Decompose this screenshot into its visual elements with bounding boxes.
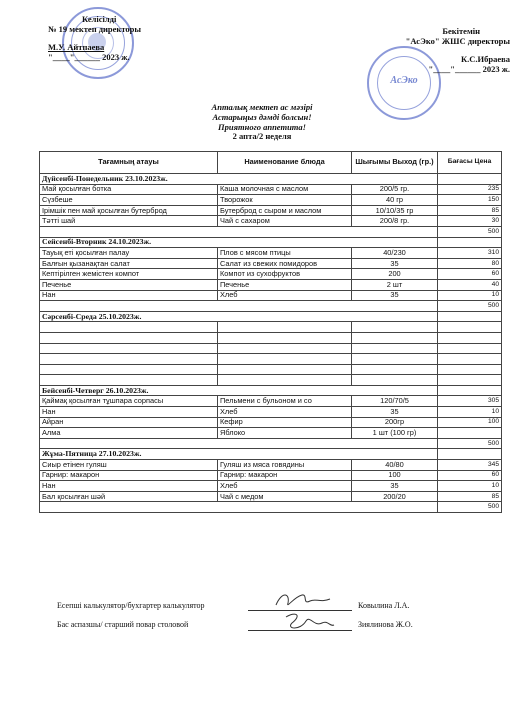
day-total-row [40,226,502,237]
menu-cell-kz [40,375,218,386]
day-name: Жұма-Пятница 27.10.2023ж. [40,449,438,460]
menu-cell-ru: Пельмени с бульоном и со [218,396,352,407]
stamp-company-text: АсЭко [390,75,418,86]
menu-cell-ru: Яблоко [218,428,352,439]
day-spacer [438,174,502,185]
menu-item-row [40,354,502,365]
menu-cell-ru: Плов с мясом птицы [218,248,352,259]
menu-cell-price [438,428,502,439]
menu-cell-ru: Бутерброд с сыром и маслом [218,205,352,216]
menu-cell-kz [40,322,218,333]
menu-cell-ru: Чай с сахаром [218,216,352,227]
accountant-name: Ковылина Л.А. [358,601,410,610]
day-spacer [438,385,502,396]
menu-cell-out: 35 [352,258,438,269]
menu-cell-ru: Гуляш из мяса говядины [218,460,352,471]
col-header-ru: Наименование блюда [218,152,352,174]
menu-item-row [40,428,502,439]
menu-cell-out: 200гр [352,417,438,428]
menu-cell-kz [40,364,218,375]
day-spacer [438,237,502,248]
approve-label: Бекітемін [442,26,480,36]
menu-cell-kz: Нан [40,481,218,492]
menu-item-row [40,364,502,375]
menu-cell-price: 85 [438,491,502,502]
day-total-spacer [40,301,438,312]
school-director-title: № 19 мектеп директоры [48,24,141,34]
menu-cell-ru: Каша молочная с маслом [218,184,352,195]
menu-cell-price: 310 [438,248,502,259]
menu-cell-out: 35 [352,407,438,418]
menu-cell-out: 100 [352,470,438,481]
menu-cell-ru [218,375,352,386]
menu-cell-ru: Чай с медом [218,491,352,502]
menu-cell-out: 1 шт (100 гр) [352,428,438,439]
menu-cell-out [352,375,438,386]
menu-cell-price [438,375,502,386]
day-total-row [40,301,502,312]
menu-cell-price: 305 [438,396,502,407]
approval-left-block [48,14,141,62]
menu-cell-out: 35 [352,290,438,301]
menu-item-row [40,322,502,333]
approval-date-left: "____"______ 2023 ж. [48,52,130,62]
menu-cell-ru: Хлеб [218,481,352,492]
menu-cell-price [438,364,502,375]
menu-cell-ru: Компот из сухофруктов [218,269,352,280]
agreed-label: Келісілді [82,14,117,24]
day-spacer [438,449,502,460]
day-total: 500 [438,301,502,312]
menu-cell-out: 120/70/5 [352,396,438,407]
menu-cell-out: 200/8 гр. [352,216,438,227]
menu-cell-price: 10 [438,290,502,301]
menu-cell-out: 40/80 [352,460,438,471]
chef-signature-row [57,620,188,629]
menu-item-row [40,375,502,386]
menu-cell-out [352,343,438,354]
menu-cell-ru: Хлеб [218,290,352,301]
menu-cell-kz: Ірімшік пен май қосылған бутерброд [40,205,218,216]
menu-cell-kz: Гарнир: макарон [40,470,218,481]
company-director-title: "АсЭко" ЖШС директоры [405,36,510,46]
menu-item-row [40,195,502,206]
menu-item-row [40,216,502,227]
menu-cell-price [438,354,502,365]
title-week-number: 2 апта/2 неделя [232,131,292,142]
menu-item-row [40,279,502,290]
menu-cell-price: 100 [438,417,502,428]
menu-cell-price: 30 [438,216,502,227]
menu-cell-ru: Кефир [218,417,352,428]
menu-cell-kz [40,354,218,365]
menu-cell-out [352,322,438,333]
chef-name: Зиялинова Ж.О. [358,620,413,629]
menu-cell-kz [40,332,218,343]
menu-cell-price: 80 [438,258,502,269]
menu-cell-out [352,332,438,343]
menu-item-row [40,491,502,502]
day-header-row [40,174,502,185]
menu-cell-kz: Сүзбеше [40,195,218,206]
menu-cell-price: 40 [438,279,502,290]
col-header-price: Бағасы Цена [438,152,502,174]
menu-item-row [40,290,502,301]
menu-item-row [40,205,502,216]
menu-cell-kz: Балғын қызанақтан салат [40,258,218,269]
company-director-name: К.С.Ибраева [460,54,510,64]
menu-cell-ru [218,354,352,365]
menu-cell-price: 60 [438,269,502,280]
menu-cell-out [352,354,438,365]
menu-cell-out: 200 [352,269,438,280]
day-header-row [40,449,502,460]
menu-cell-price: 10 [438,407,502,418]
menu-item-row [40,184,502,195]
menu-cell-kz: Тәтті шай [40,216,218,227]
day-name: Сәрсенбі-Среда 25.10.2023ж. [40,311,438,322]
menu-cell-ru [218,332,352,343]
menu-cell-price: 85 [438,205,502,216]
day-header-row [40,385,502,396]
menu-cell-ru [218,364,352,375]
menu-cell-price: 235 [438,184,502,195]
title-weekly-menu: Апталық мектеп ас мәзірі [211,102,313,112]
day-total: 500 [438,502,502,513]
menu-cell-kz: Бал қосылған шәй [40,491,218,502]
menu-cell-out: 2 шт [352,279,438,290]
menu-cell-kz: Май қосылған ботка [40,184,218,195]
menu-item-row [40,470,502,481]
menu-cell-price: 345 [438,460,502,471]
menu-cell-kz: Кептірілген жемістен компот [40,269,218,280]
menu-item-row [40,258,502,269]
menu-item-row [40,343,502,354]
menu-cell-out [352,364,438,375]
menu-cell-out: 40 гр [352,195,438,206]
menu-table [39,151,502,513]
menu-cell-price: 10 [438,481,502,492]
menu-item-row [40,460,502,471]
menu-cell-ru: Хлеб [218,407,352,418]
day-name: Сейсенбі-Вторник 24.10.2023ж. [40,237,438,248]
menu-cell-kz: Нан [40,290,218,301]
menu-cell-ru: Печенье [218,279,352,290]
menu-item-row [40,248,502,259]
menu-cell-kz: Печенье [40,279,218,290]
menu-cell-out: 200/5 гр. [352,184,438,195]
day-total: 500 [438,226,502,237]
day-total-row [40,438,502,449]
day-name: Бейсенбі-Четверг 26.10.2023ж. [40,385,438,396]
menu-item-row [40,269,502,280]
menu-cell-out: 40/230 [352,248,438,259]
menu-item-row [40,417,502,428]
approval-date-right: "____"______ 2023 ж. [428,64,510,74]
approval-right-block [380,26,510,74]
menu-cell-kz: Тауық еті қосылған палау [40,248,218,259]
menu-cell-out: 35 [352,481,438,492]
col-header-kz: Тағамның атауы [40,152,218,174]
menu-cell-kz: Қаймақ қосылған тұшпара сорпасы [40,396,218,407]
menu-item-row [40,332,502,343]
menu-cell-price [438,332,502,343]
menu-cell-kz: Алма [40,428,218,439]
menu-cell-price: 60 [438,470,502,481]
chef-label: Бас аспазшы/ старший повар столовой [57,620,189,629]
menu-title-block [0,103,524,142]
day-total: 500 [438,438,502,449]
accountant-label: Есепші калькулятор/бухгартер калькулятор [57,601,205,610]
menu-item-row [40,396,502,407]
day-total-spacer [40,226,438,237]
title-bon-appetit-kz: Астарыңыз дәмді болсын! [212,111,312,122]
day-header-row [40,311,502,322]
menu-cell-ru: Гарнир: макарон [218,470,352,481]
day-total-spacer [40,438,438,449]
menu-cell-ru: Салат из свежих помидоров [218,258,352,269]
menu-item-row [40,481,502,492]
director-name: М.У. Айтпаева [48,42,105,52]
day-spacer [438,311,502,322]
menu-cell-out: 200/20 [352,491,438,502]
menu-cell-kz: Сиыр етінен гуляш [40,460,218,471]
menu-cell-kz: Айран [40,417,218,428]
day-total-spacer [40,502,438,513]
col-header-output: Шығымы Выход (гр.) [352,152,438,174]
day-total-row [40,502,502,513]
menu-cell-kz [40,343,218,354]
menu-cell-out: 10/10/35 гр [352,205,438,216]
accountant-signature-row [57,601,205,610]
menu-cell-ru: Творожок [218,195,352,206]
menu-cell-ru [218,322,352,333]
menu-cell-price [438,322,502,333]
day-name: Дүйсенбі-Понедельник 23.10.2023ж. [40,174,438,185]
chef-signature-icon [280,609,338,640]
menu-cell-price: 150 [438,195,502,206]
menu-cell-price [438,343,502,354]
menu-item-row [40,407,502,418]
title-bon-appetit-ru: Приятного аппетита! [218,121,306,132]
menu-cell-ru [218,343,352,354]
menu-cell-kz: Нан [40,407,218,418]
day-header-row [40,237,502,248]
